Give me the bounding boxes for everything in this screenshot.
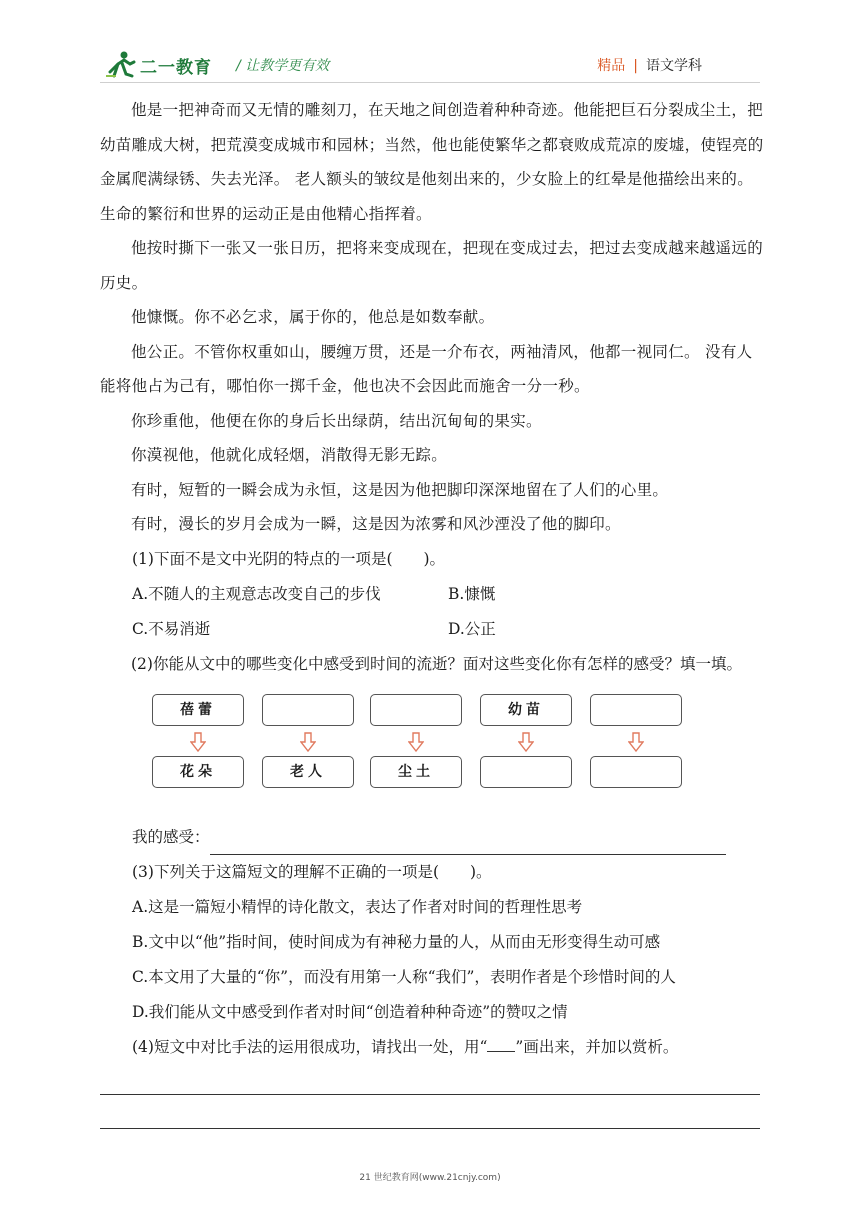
top-box-2-blank[interactable] <box>262 694 354 726</box>
top-box-3-blank[interactable] <box>370 694 462 726</box>
bottom-box-4-blank[interactable] <box>480 756 572 788</box>
question-4-stem-after: ”画出来，并加以赏析。 <box>515 1037 679 1056</box>
change-diagram <box>100 694 764 820</box>
option-a[interactable]: A.这是一篇短小精悍的诗化散文，表达了作者对时间的哲理性思考 <box>132 897 583 916</box>
option-c[interactable]: C.本文用了大量的“你”，而没有用第一人称“我们”，表明作者是个珍惜时间的人 <box>132 967 676 986</box>
page-footer: 21 世纪教育网(www.21cnjy.com) <box>359 1173 501 1183</box>
passage-paragraph: 他是一把神奇而又无情的雕刻刀，在天地之间创造着种种奇迹。他能把巨石分裂成尘土，把幼苗雕成大树，把荒漠变成城市和园林；当然，他也能使繁华之都衰败成荒凉的废墟，使锃亮的金属爬满绿锈、失去光泽。 老人额头的皱纹是他刻出来的，少女脸上的红晕是他描绘出来的。 生命的繁衍和世界的运动正是由他精心指挥着。 <box>100 101 764 223</box>
question-1-options-row <box>100 577 764 612</box>
feeling-label: 我的感受： <box>132 827 210 846</box>
passage-paragraph: 有时，漫长的岁月会成为一瞬，这是因为浓雾和风沙湮没了他的脚印。 <box>131 515 621 533</box>
question-1-stem: (1)下面不是文中光阴的特点的一项是( )。 <box>132 549 446 568</box>
passage-paragraph: 他慷慨。你不必乞求，属于你的，他总是如数奉献。 <box>131 308 495 326</box>
down-arrow-icon <box>408 732 424 752</box>
logo <box>104 50 224 78</box>
answer-line[interactable] <box>100 1128 760 1129</box>
bottom-box-5-blank[interactable] <box>590 756 682 788</box>
question-4-stem-before: (4)短文中对比手法的运用很成功，请找出一处，用“ <box>132 1037 488 1056</box>
subject-label: 语文学科 <box>646 58 702 74</box>
page-header <box>100 44 760 84</box>
down-arrow-icon <box>190 732 206 752</box>
badge-label: 精品 <box>597 58 626 74</box>
bottom-box-2: 老人 <box>262 756 354 788</box>
answer-line[interactable] <box>100 1094 760 1095</box>
option-a[interactable]: A.不随人的主观意志改变自己的步伐 <box>132 584 381 603</box>
feeling-answer-line[interactable] <box>210 834 726 855</box>
top-box-5-blank[interactable] <box>590 694 682 726</box>
header-separator: | <box>633 58 638 74</box>
header-subject <box>597 55 702 75</box>
feeling-row <box>100 820 764 855</box>
logo-text: 二一教育 <box>140 58 212 78</box>
down-arrow-icon <box>518 732 534 752</box>
passage-paragraph: 他公正。不管你权重如山，腰缠万贯，还是一介布衣，两袖清风，他都一视同仁。 没有人能将他占为己有，哪怕你一掷千金，他也决不会因此而施舍一分一秒。 <box>100 342 753 395</box>
underline-sample <box>487 1037 515 1052</box>
passage-paragraph: 有时，短暂的一瞬会成为永恒，这是因为他把脚印深深地留在了人们的心里。 <box>131 480 669 499</box>
main-content <box>100 93 764 1065</box>
question-1-options-row <box>100 612 764 647</box>
option-b[interactable]: B.文中以“他”指时间，使时间成为有神秘力量的人，从而由无形变得生动可感 <box>132 932 661 951</box>
option-c[interactable]: C.不易消逝 <box>132 619 211 638</box>
down-arrow-icon <box>628 732 644 752</box>
bottom-box-3: 尘土 <box>370 756 462 788</box>
option-d[interactable]: D.我们能从文中感受到作者对时间“创造着种种奇迹”的赞叹之情 <box>132 1002 568 1021</box>
question-4-stem <box>100 1030 764 1065</box>
top-box-1: 蓓蕾 <box>152 694 244 726</box>
option-d[interactable]: D.公正 <box>448 619 496 638</box>
down-arrow-icon <box>300 732 316 752</box>
question-3-stem: (3)下列关于这篇短文的理解不正确的一项是( )。 <box>132 862 492 881</box>
header-divider <box>100 82 760 83</box>
question-2-stem: (2)你能从文中的哪些变化中感受到时间的流逝？面对这些变化你有怎样的感受？填一填。 <box>131 654 742 673</box>
slogan: / 让教学更有效 <box>236 58 330 74</box>
bottom-box-1: 花朵 <box>152 756 244 788</box>
passage-paragraph: 你珍重他，他便在你的身后长出绿荫，结出沉甸甸的果实。 <box>131 411 542 430</box>
passage-paragraph: 他按时撕下一张又一张日历，把将来变成现在，把现在变成过去，把过去变成越来越遥远的历史。 <box>100 239 764 292</box>
top-box-4: 幼苗 <box>480 694 572 726</box>
option-b[interactable]: B.慷慨 <box>448 584 496 603</box>
runner-logo-icon <box>104 50 138 78</box>
passage-paragraph: 你漠视他，他就化成轻烟，消散得无影无踪。 <box>131 446 448 464</box>
